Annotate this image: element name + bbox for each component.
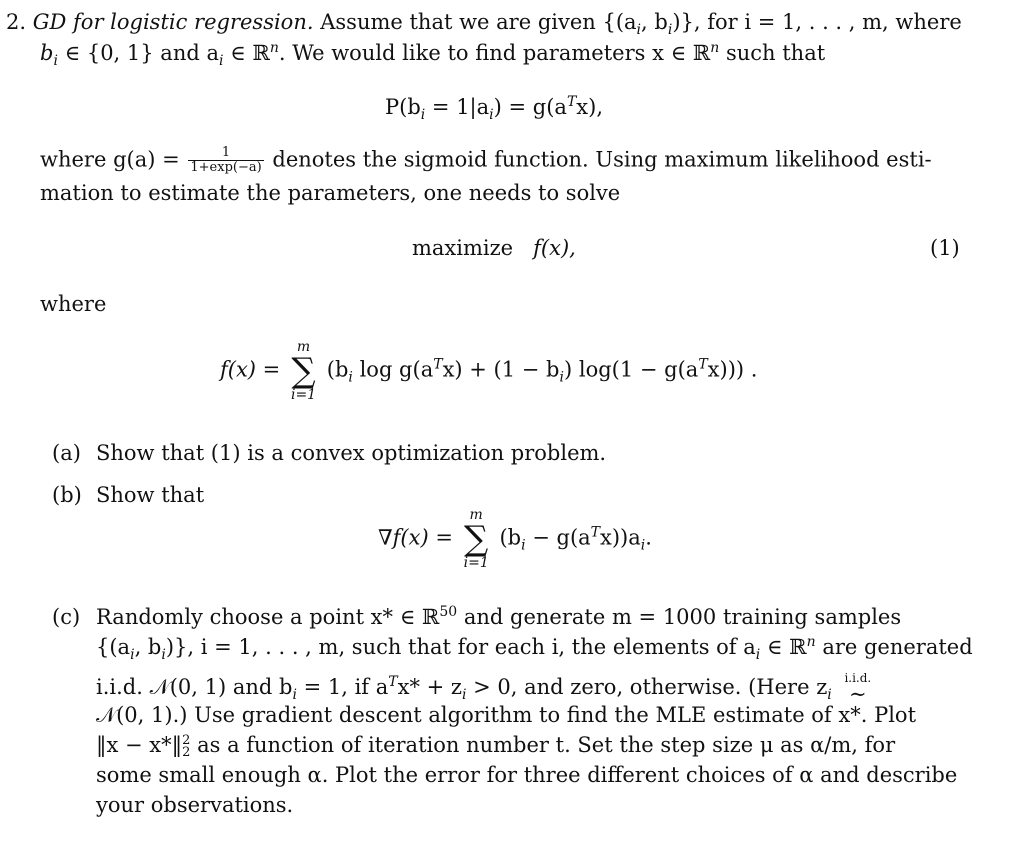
- part-a-text: Show that (1) is a convex optimization problem.: [96, 441, 607, 465]
- where-label: where: [40, 292, 107, 316]
- part-c-line4: 𝒩(0, 1).) Use gradient descent algorithm to find the MLE estimate of x*. Plot: [96, 703, 917, 727]
- part-c-line7: your observations.: [96, 793, 294, 817]
- part-c-line2: {($a_i$, $b_i$)}, i = 1, . . . , m, such that for each i, the elements of $a_i$ ∈ ℝ$^n$ are generated: [96, 634, 973, 664]
- part-b-label: (b): [52, 483, 82, 507]
- part-c-line3: i.i.d. 𝒩(0, 1) and $b_i = 1$, if $a^Tx* + z_i > 0$, and zero, otherwise. (Here $z_i$ i.i.d. ∼: [96, 671, 872, 706]
- part-b: [52, 483, 204, 508]
- sigmoid-fraction: $\frac{1}{1+\exp(-a)}$: [190, 145, 262, 176]
- sigmoid-line2: mation to estimate the parameters, one needs to solve: [40, 181, 621, 205]
- part-c-line5: ‖x − x*‖ 2 2 as a function of iteration number t. Set the step size μ as α/m, for: [96, 732, 896, 760]
- problem-title: GD for logistic regression.: [32, 10, 314, 34]
- part-c-line1: (c) Randomly choose a point x* ∈ ℝ$^{50}$ and generate m = 1000 training samples: [52, 604, 902, 629]
- problem-number: 2.: [6, 10, 27, 34]
- sigmoid-line1: where g(a) = $\frac{1}{1+\exp(-a)}$ denotes the sigmoid function. Using maximum likelihood esti-: [40, 145, 932, 176]
- problem-intro-line1: 2. GD for logistic regression. Assume that we are given {($a_i$, $b_i$)}, for i = 1, . . . , m, where: [6, 10, 962, 39]
- part-c-line6: some small enough α. Plot the error for three different choices of α and describe: [96, 763, 958, 787]
- part-b-text: Show that: [96, 483, 205, 507]
- equation-number: (1): [930, 236, 960, 260]
- part-a-label: (a): [52, 441, 81, 465]
- iid-tilde: i.i.d. ∼: [844, 671, 872, 706]
- summation: m ∑ i=1: [290, 339, 317, 403]
- part-a: [52, 441, 606, 466]
- gradient-summation: m ∑ i=1: [463, 507, 489, 571]
- objective-definition: f(x) = m ∑ i=1 ($b_i$ $\log g(a^Tx) + (1 - b_i) \log(1 - g(a^Tx))$) .: [220, 339, 758, 403]
- maximize-equation: maximize f(x),: [412, 236, 576, 260]
- part-c-label: (c): [52, 605, 81, 629]
- probability-equation: $P(b_i = 1|a_i) = g(a^Tx)$,: [385, 94, 603, 124]
- gradient-equation: ∇f(x) = m ∑ i=1 $(b_i - g(a^Tx))a_i$.: [378, 507, 652, 571]
- problem-intro-line2: $b_i$ ∈ {0, 1} and $a_i$ ∈ ℝ$^n$. We would like to find parameters x ∈ ℝ$^n$ such that: [40, 40, 826, 70]
